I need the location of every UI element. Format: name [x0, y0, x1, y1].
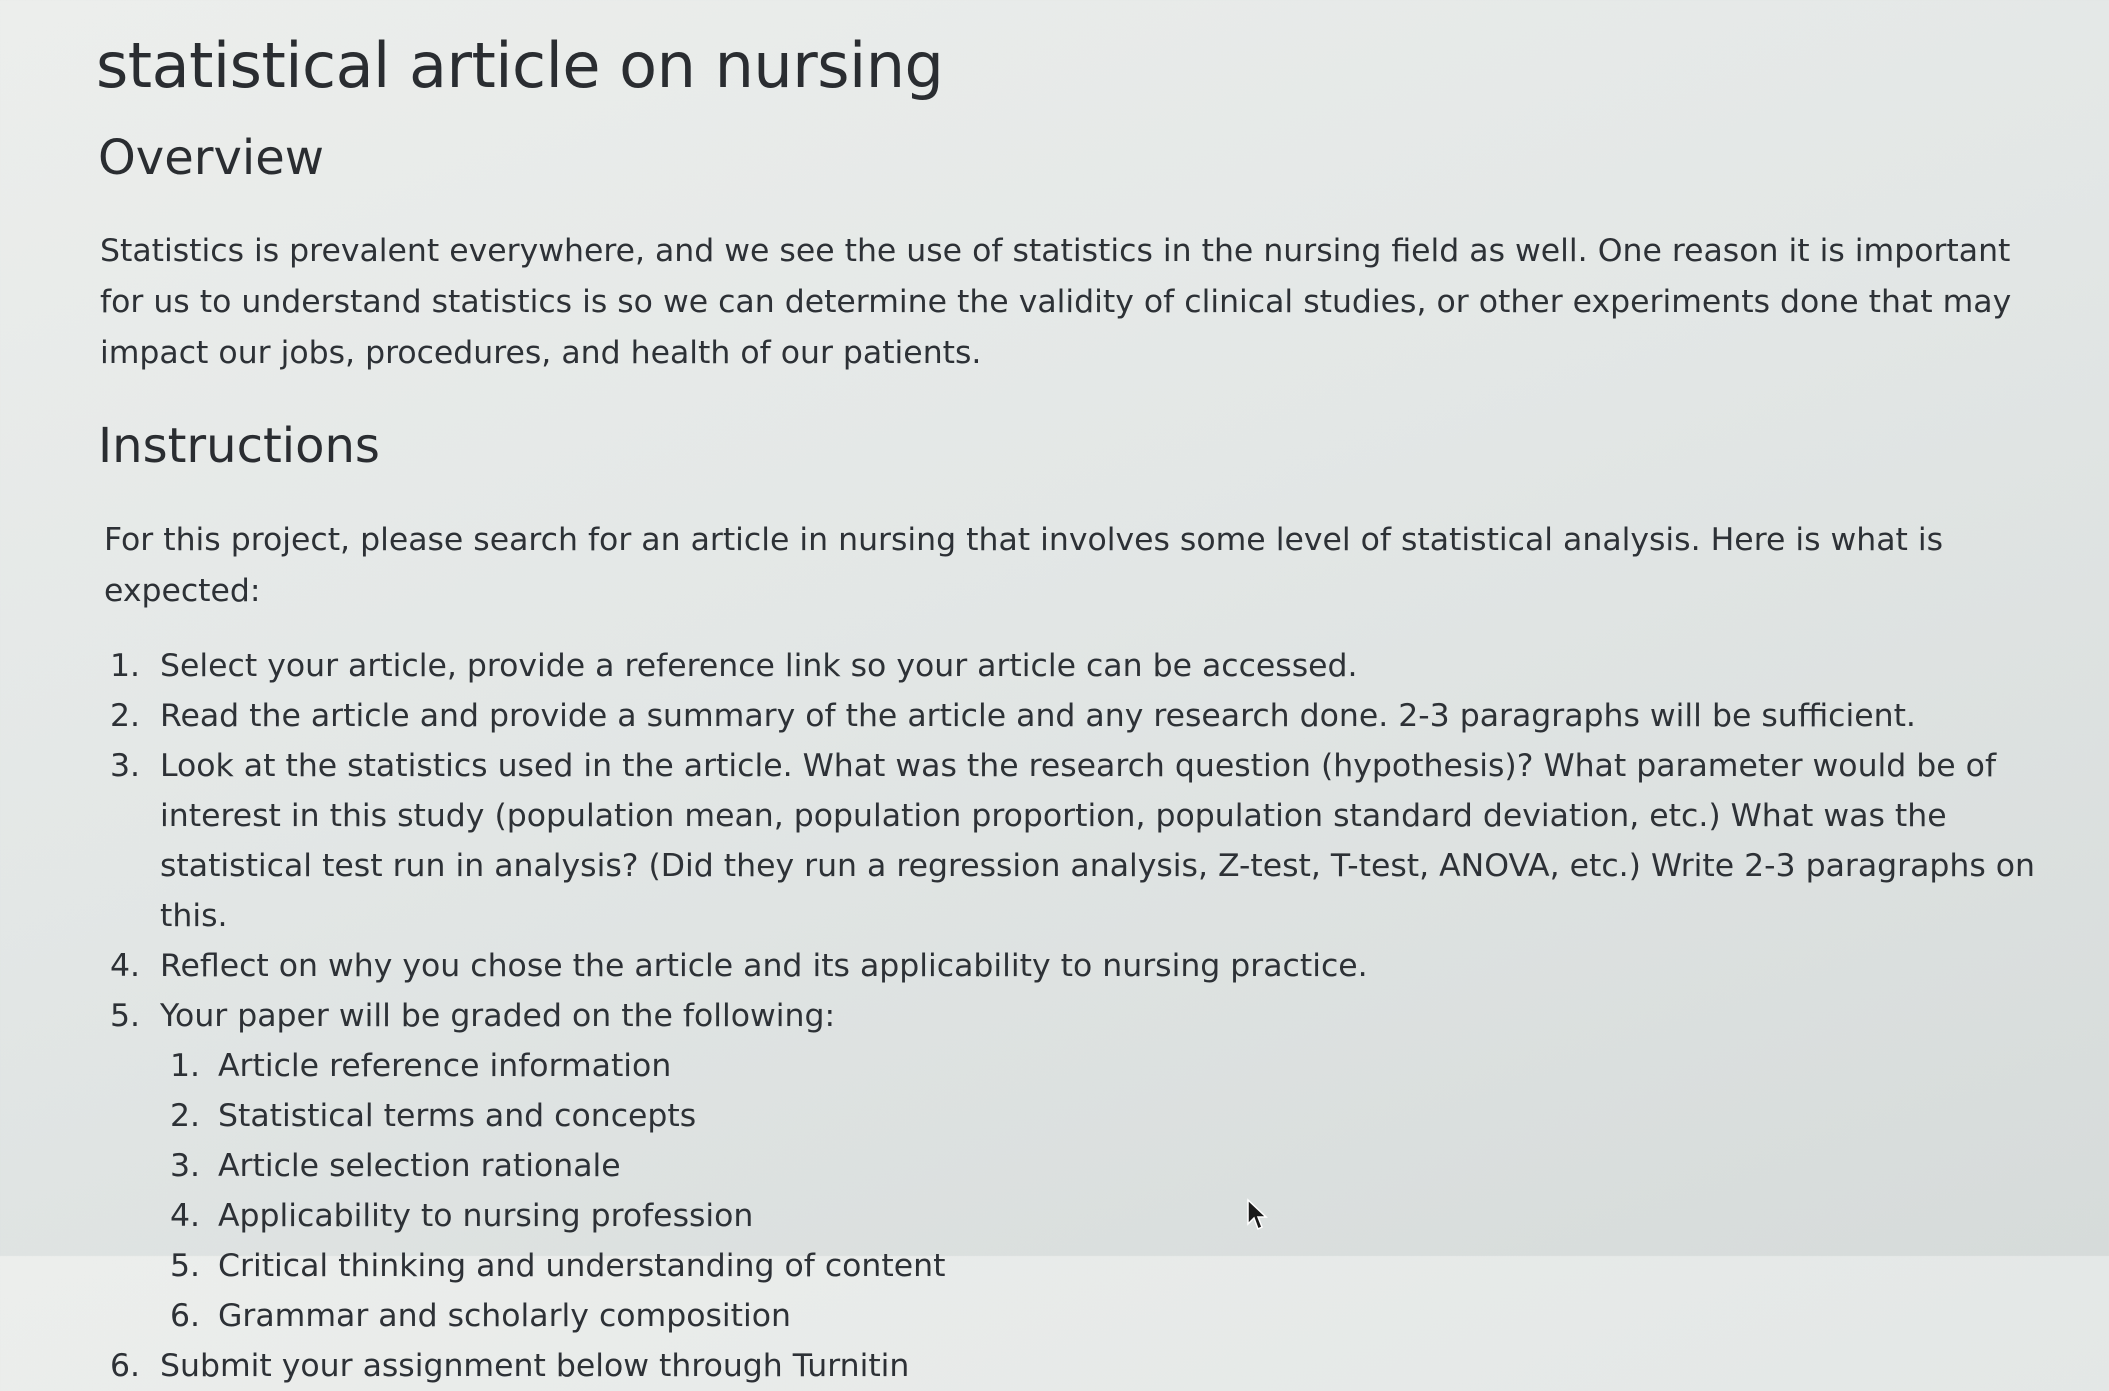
list-item-text: Your paper will be graded on the following:: [160, 997, 836, 1034]
grading-item-text: Statistical terms and concepts: [218, 1097, 697, 1134]
grading-item-text: Applicability to nursing profession: [218, 1197, 754, 1234]
list-item: [96, 691, 2056, 741]
list-item: [96, 641, 2056, 691]
list-item-number: 1.: [110, 647, 141, 684]
list-item-text: Submit your assignment below through Turnitin: [160, 1347, 910, 1384]
instructions-intro: For this project, please search for an article in nursing that involves some level of statistical analysis. Here is what is expected:: [104, 521, 1944, 609]
grading-item: [160, 1091, 2056, 1141]
grading-item-number: 6.: [170, 1297, 201, 1334]
grading-item-text: Grammar and scholarly composition: [218, 1297, 791, 1334]
grading-item: [160, 1291, 2056, 1341]
grading-item-number: 5.: [170, 1247, 201, 1284]
grading-item-number: 4.: [170, 1197, 201, 1234]
list-item: [96, 1341, 2056, 1391]
list-item: [96, 941, 2056, 991]
grading-item: [160, 1241, 2056, 1291]
overview-paragraph: Statistics is prevalent everywhere, and we see the use of statistics in the nursing field as well. One reason it is important for us to understand statistics is so we can determine the validity of clinical studies, or other experiments done that may impact our jobs, procedures, and health of our patients.: [100, 233, 2012, 372]
list-item-number: 3.: [110, 747, 141, 784]
grading-item-number: 1.: [170, 1047, 201, 1084]
grading-item-text: Article selection rationale: [218, 1147, 621, 1184]
list-item-text: Select your article, provide a reference link so your article can be accessed.: [160, 647, 1358, 684]
list-item-number: 5.: [110, 997, 141, 1034]
list-item-text: Read the article and provide a summary of the article and any research done. 2-3 paragraphs will be sufficient.: [160, 697, 1916, 734]
grading-item: [160, 1191, 2056, 1241]
page-title: statistical article on nursing: [96, 29, 944, 102]
list-item-text: Reflect on why you chose the article and its applicability to nursing practice.: [160, 947, 1368, 984]
instructions-list: [96, 641, 2056, 1391]
grading-item: [160, 1141, 2056, 1191]
grading-item-text: Article reference information: [218, 1047, 672, 1084]
grading-item-number: 3.: [170, 1147, 201, 1184]
grading-item: [160, 1041, 2056, 1091]
overview-heading: Overview: [98, 130, 324, 187]
list-item: [96, 991, 2056, 1341]
list-item-number: 4.: [110, 947, 141, 984]
assignment-page: [96, 30, 2056, 1391]
list-item-text: Look at the statistics used in the article. What was the research question (hypothesis)? What parameter would be of interest in this study (population mean, population proportion, population standard deviation, etc.) What was the statistical test run in analysis? (Did they run a regression analysis, Z-test, T-test, ANOVA, etc.) Write 2-3 paragraphs on this.: [160, 747, 2036, 934]
list-item-number: 6.: [110, 1347, 141, 1384]
grading-criteria-list: [160, 1041, 2056, 1341]
instructions-heading: Instructions: [98, 418, 380, 475]
list-item: [96, 741, 2056, 941]
list-item-number: 2.: [110, 697, 141, 734]
grading-item-text: Critical thinking and understanding of content: [218, 1247, 946, 1284]
mouse-pointer-icon: [1246, 1198, 1268, 1232]
grading-item-number: 2.: [170, 1097, 201, 1134]
